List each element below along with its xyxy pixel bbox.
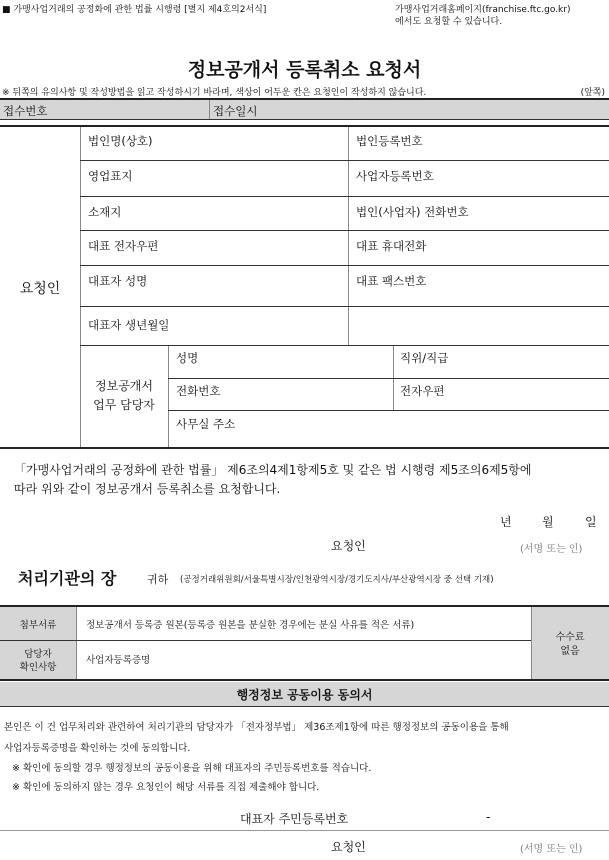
receipt-number-label: 접수번호 bbox=[3, 104, 48, 118]
consent-para-1: 본인은 이 건 업무처리와 관련하여 처리기관의 담당자가 「전자정부법」 제36조제1항에 따른 행정정보의 공동이용을 통해 bbox=[4, 722, 509, 733]
contact-office-address-field[interactable]: 사무실 주소 bbox=[176, 417, 236, 431]
corp-phone-field[interactable]: 법인(사업자) 전화번호 bbox=[356, 205, 469, 219]
attachments-content: 정보공개서 등록증 원본(등록증 원본을 분실한 경우에는 분실 사유를 적은 서류) bbox=[86, 620, 415, 631]
law-reference: ■ 가맹사업거래의 공정화에 관한 법률 시행령 [별지 제4호의2서식] bbox=[2, 5, 267, 15]
receipt-row bbox=[0, 100, 609, 119]
requester-sign[interactable]: (서명 또는 인) bbox=[520, 544, 583, 555]
date-day: 일 bbox=[585, 515, 597, 529]
recipient-title: 처리기관의 장 bbox=[18, 569, 117, 588]
attachments-label: 첨부서류 bbox=[19, 620, 57, 631]
corp-reg-no-field[interactable]: 법인등록번호 bbox=[356, 134, 423, 148]
contact-email-field[interactable]: 전자우편 bbox=[400, 384, 445, 398]
rep-name-field[interactable]: 대표자 성명 bbox=[88, 274, 148, 288]
rep-email-field[interactable]: 대표 전자우편 bbox=[88, 239, 159, 253]
consent-note-1: ※ 확인에 동의할 경우 행정정보의 공동이용을 위해 대표자의 주민등록번호를 적습니다. bbox=[12, 763, 372, 774]
contact-label-line2: 업무 담당자 bbox=[93, 398, 155, 412]
consent-para-2: 사업자등록증명을 확인하는 것에 동의합니다. bbox=[4, 743, 191, 754]
website-line-1: 가맹사업거래홈페이지(franchise.ftc.go.kr) bbox=[395, 5, 571, 15]
rep-birth-field[interactable]: 대표자 생년월일 bbox=[88, 318, 170, 332]
address-field[interactable]: 소재지 bbox=[88, 205, 122, 219]
rrn-dash[interactable]: - bbox=[486, 810, 491, 824]
statement-line-2: 따라 위와 같이 정보공개서 등록취소를 요청합니다. bbox=[14, 482, 281, 496]
consent-sign[interactable]: (서명 또는 인) bbox=[520, 844, 583, 855]
officer-check-label-1: 담당자 bbox=[24, 649, 52, 660]
business-mark-field[interactable]: 영업표지 bbox=[88, 169, 133, 183]
contact-phone-field[interactable]: 전화번호 bbox=[176, 384, 221, 398]
contact-name-field[interactable]: 성명 bbox=[176, 351, 199, 365]
date-year: 년 bbox=[500, 515, 512, 529]
officer-check-content: 사업자등록증명 bbox=[86, 655, 151, 666]
recipient-note: (공정거래위원회/서울특별시장/인천광역시장/경기도지사/부산광역시장 중 선택 기재) bbox=[180, 575, 494, 585]
consent-note-2: ※ 확인에 동의하지 않는 경우 요청인이 해당 서류를 직접 제출해야 합니다. bbox=[12, 782, 320, 793]
rrn-label: 대표자 주민등록번호 bbox=[240, 812, 349, 826]
rep-mobile-field[interactable]: 대표 휴대전화 bbox=[356, 239, 427, 253]
consent-signer-label: 요청인 bbox=[331, 840, 366, 854]
rep-fax-field[interactable]: 대표 팩스번호 bbox=[356, 274, 427, 288]
recipient-suffix: 귀하 bbox=[147, 573, 169, 586]
fee-value: 없음 bbox=[560, 646, 580, 657]
statement-line-1: 「가맹사업거래의 공정화에 관한 법률」 제6조의4제1항제5호 및 같은 법 시행령 제5조의6제5항에 bbox=[14, 463, 532, 477]
form-title: 정보공개서 등록취소 요청서 bbox=[187, 59, 422, 81]
notice-text: ※ 뒤쪽의 유의사항 및 작성방법을 읽고 작성하시기 바라며, 색상이 어두운 칸은 요청인이 작성하지 않습니다. bbox=[2, 88, 427, 98]
consent-title: 행정정보 공동이용 동의서 bbox=[236, 688, 373, 702]
officer-check-label-2: 확인사항 bbox=[19, 662, 57, 673]
fee-label: 수수료 bbox=[555, 632, 585, 643]
biz-reg-no-field[interactable]: 사업자등록번호 bbox=[356, 169, 434, 183]
requester-label: 요청인 bbox=[331, 539, 366, 553]
date-month: 월 bbox=[542, 515, 554, 529]
corp-name-field[interactable]: 법인명(상호) bbox=[88, 134, 153, 148]
page-side: (앞쪽) bbox=[580, 88, 605, 98]
contact-label-line1: 정보공개서 bbox=[95, 379, 153, 393]
receipt-date-label: 접수일시 bbox=[213, 104, 258, 118]
contact-position-field[interactable]: 직위/직급 bbox=[400, 351, 449, 365]
applicant-section-label: 요청인 bbox=[19, 281, 61, 297]
website-line-2: 에서도 요청할 수 있습니다. bbox=[395, 17, 503, 27]
